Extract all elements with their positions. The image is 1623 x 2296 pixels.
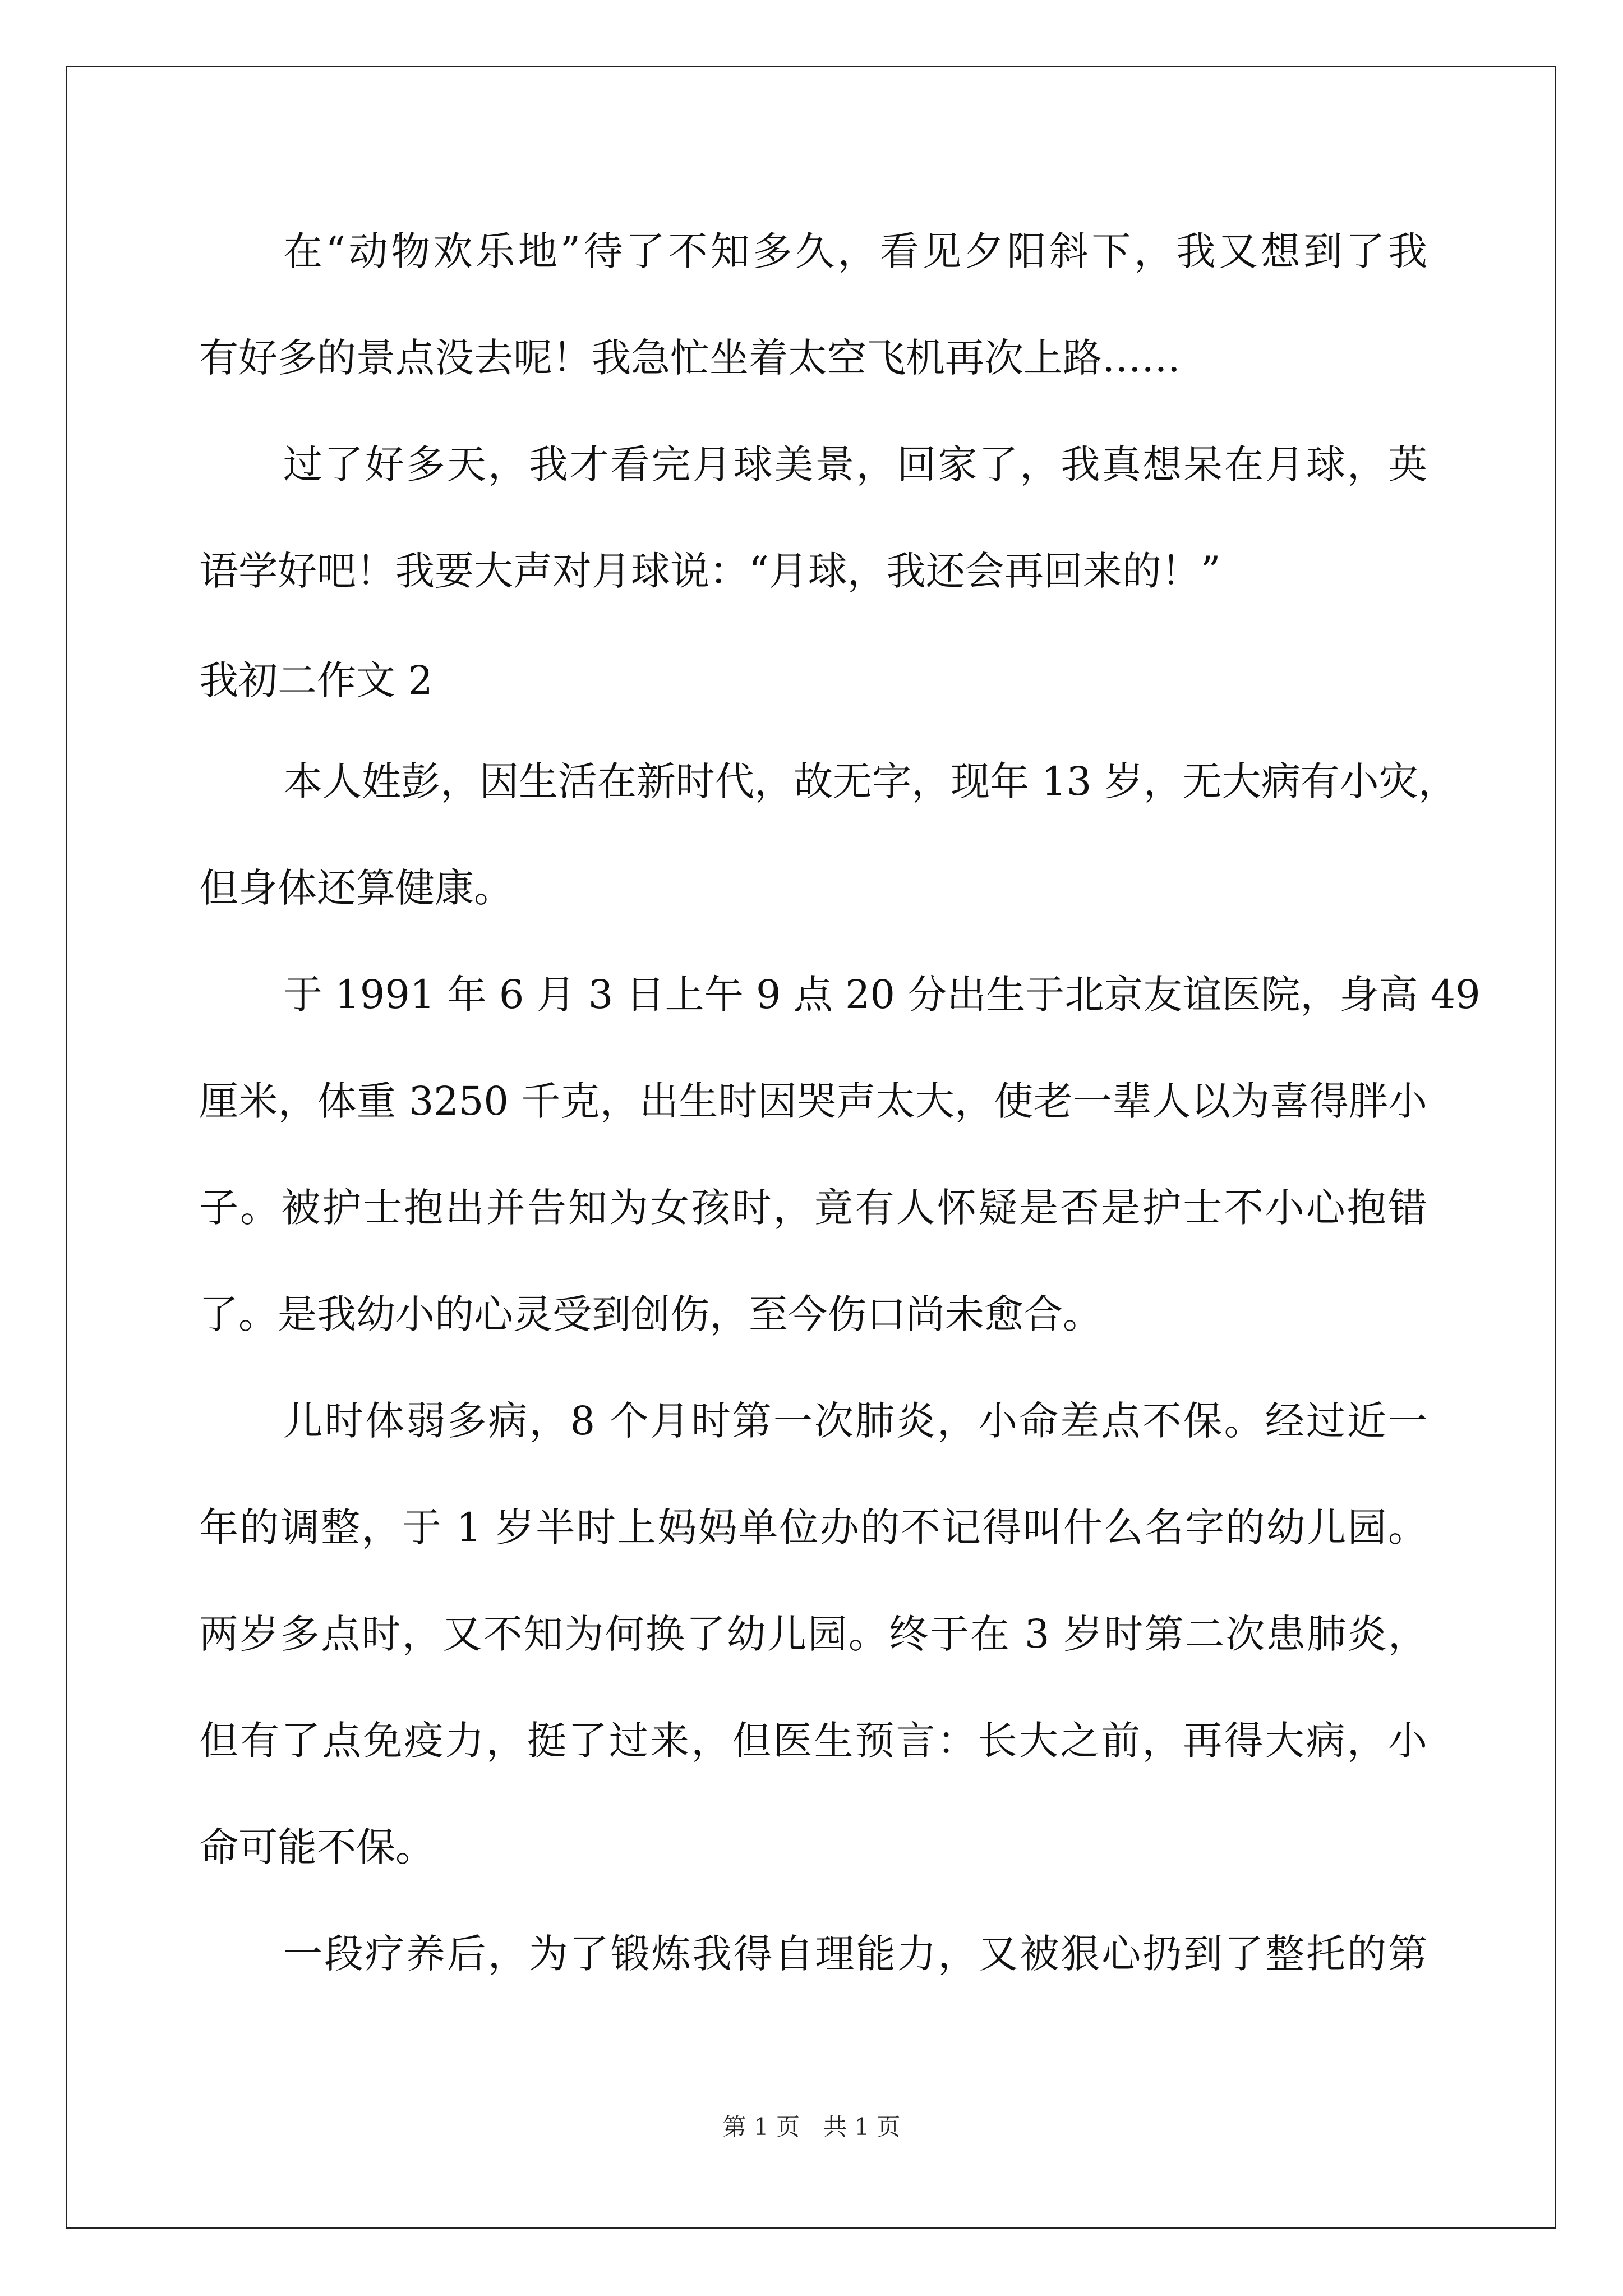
paragraph-line: 了。是我幼小的心灵受到创伤，至今伤口尚未愈合。 [199,1291,1102,1337]
paragraph-line: 年的调整，于 1 岁半时上妈妈单位办的不记得叫什么名字的幼儿园。 [199,1504,1427,1550]
paragraph-line: 但身体还算健康。 [199,865,513,911]
paragraph-line: 命可能不保。 [199,1824,435,1870]
paragraph-line: 但有了点免疫力，挺了过来，但医生预言：长大之前，再得大病，小 [199,1718,1427,1764]
essay-title: 我初二作文 2 [199,657,433,703]
paragraph-line: 过了好多天，我才看完月球美景，回家了，我真想呆在月球，英 [283,441,1427,487]
paragraph-line: 本人姓彭，因生活在新时代，故无字，现年 13 岁，无大病有小灾， [283,758,1458,804]
paragraph-line: 厘米，体重 3250 千克，出生时因哭声太大，使老一辈人以为喜得胖小 [199,1078,1427,1124]
paragraph-line: 儿时体弱多病，8 个月时第一次肺炎，小命差点不保。经过近一 [283,1398,1427,1444]
paragraph-line: 于 1991 年 6 月 3 日上午 9 点 20 分出生于北京友谊医院，身高 49 [283,972,1481,1018]
paragraph-line: 语学好吧！我要大声对月球说：“月球，我还会再回来的！” [199,548,1221,594]
paragraph-line: 子。被护士抱出并告知为女孩时，竟有人怀疑是否是护士不小心抱错 [199,1185,1427,1231]
page-border [66,66,1556,2229]
page-number: 第 1 页 共 1 页 [722,2113,901,2141]
paragraph-line: 有好多的景点没去呢！我急忙坐着太空飞机再次上路…… [199,335,1181,381]
paragraph-line: 两岁多点时，又不知为何换了幼儿园。终于在 3 岁时第二次患肺炎， [199,1611,1427,1657]
paragraph-line: 在“动物欢乐地”待了不知多久，看见夕阳斜下，我又想到了我 [283,228,1427,274]
paragraph-line: 一段疗养后，为了锻炼我得自理能力，又被狠心扔到了整托的第 [283,1931,1427,1977]
